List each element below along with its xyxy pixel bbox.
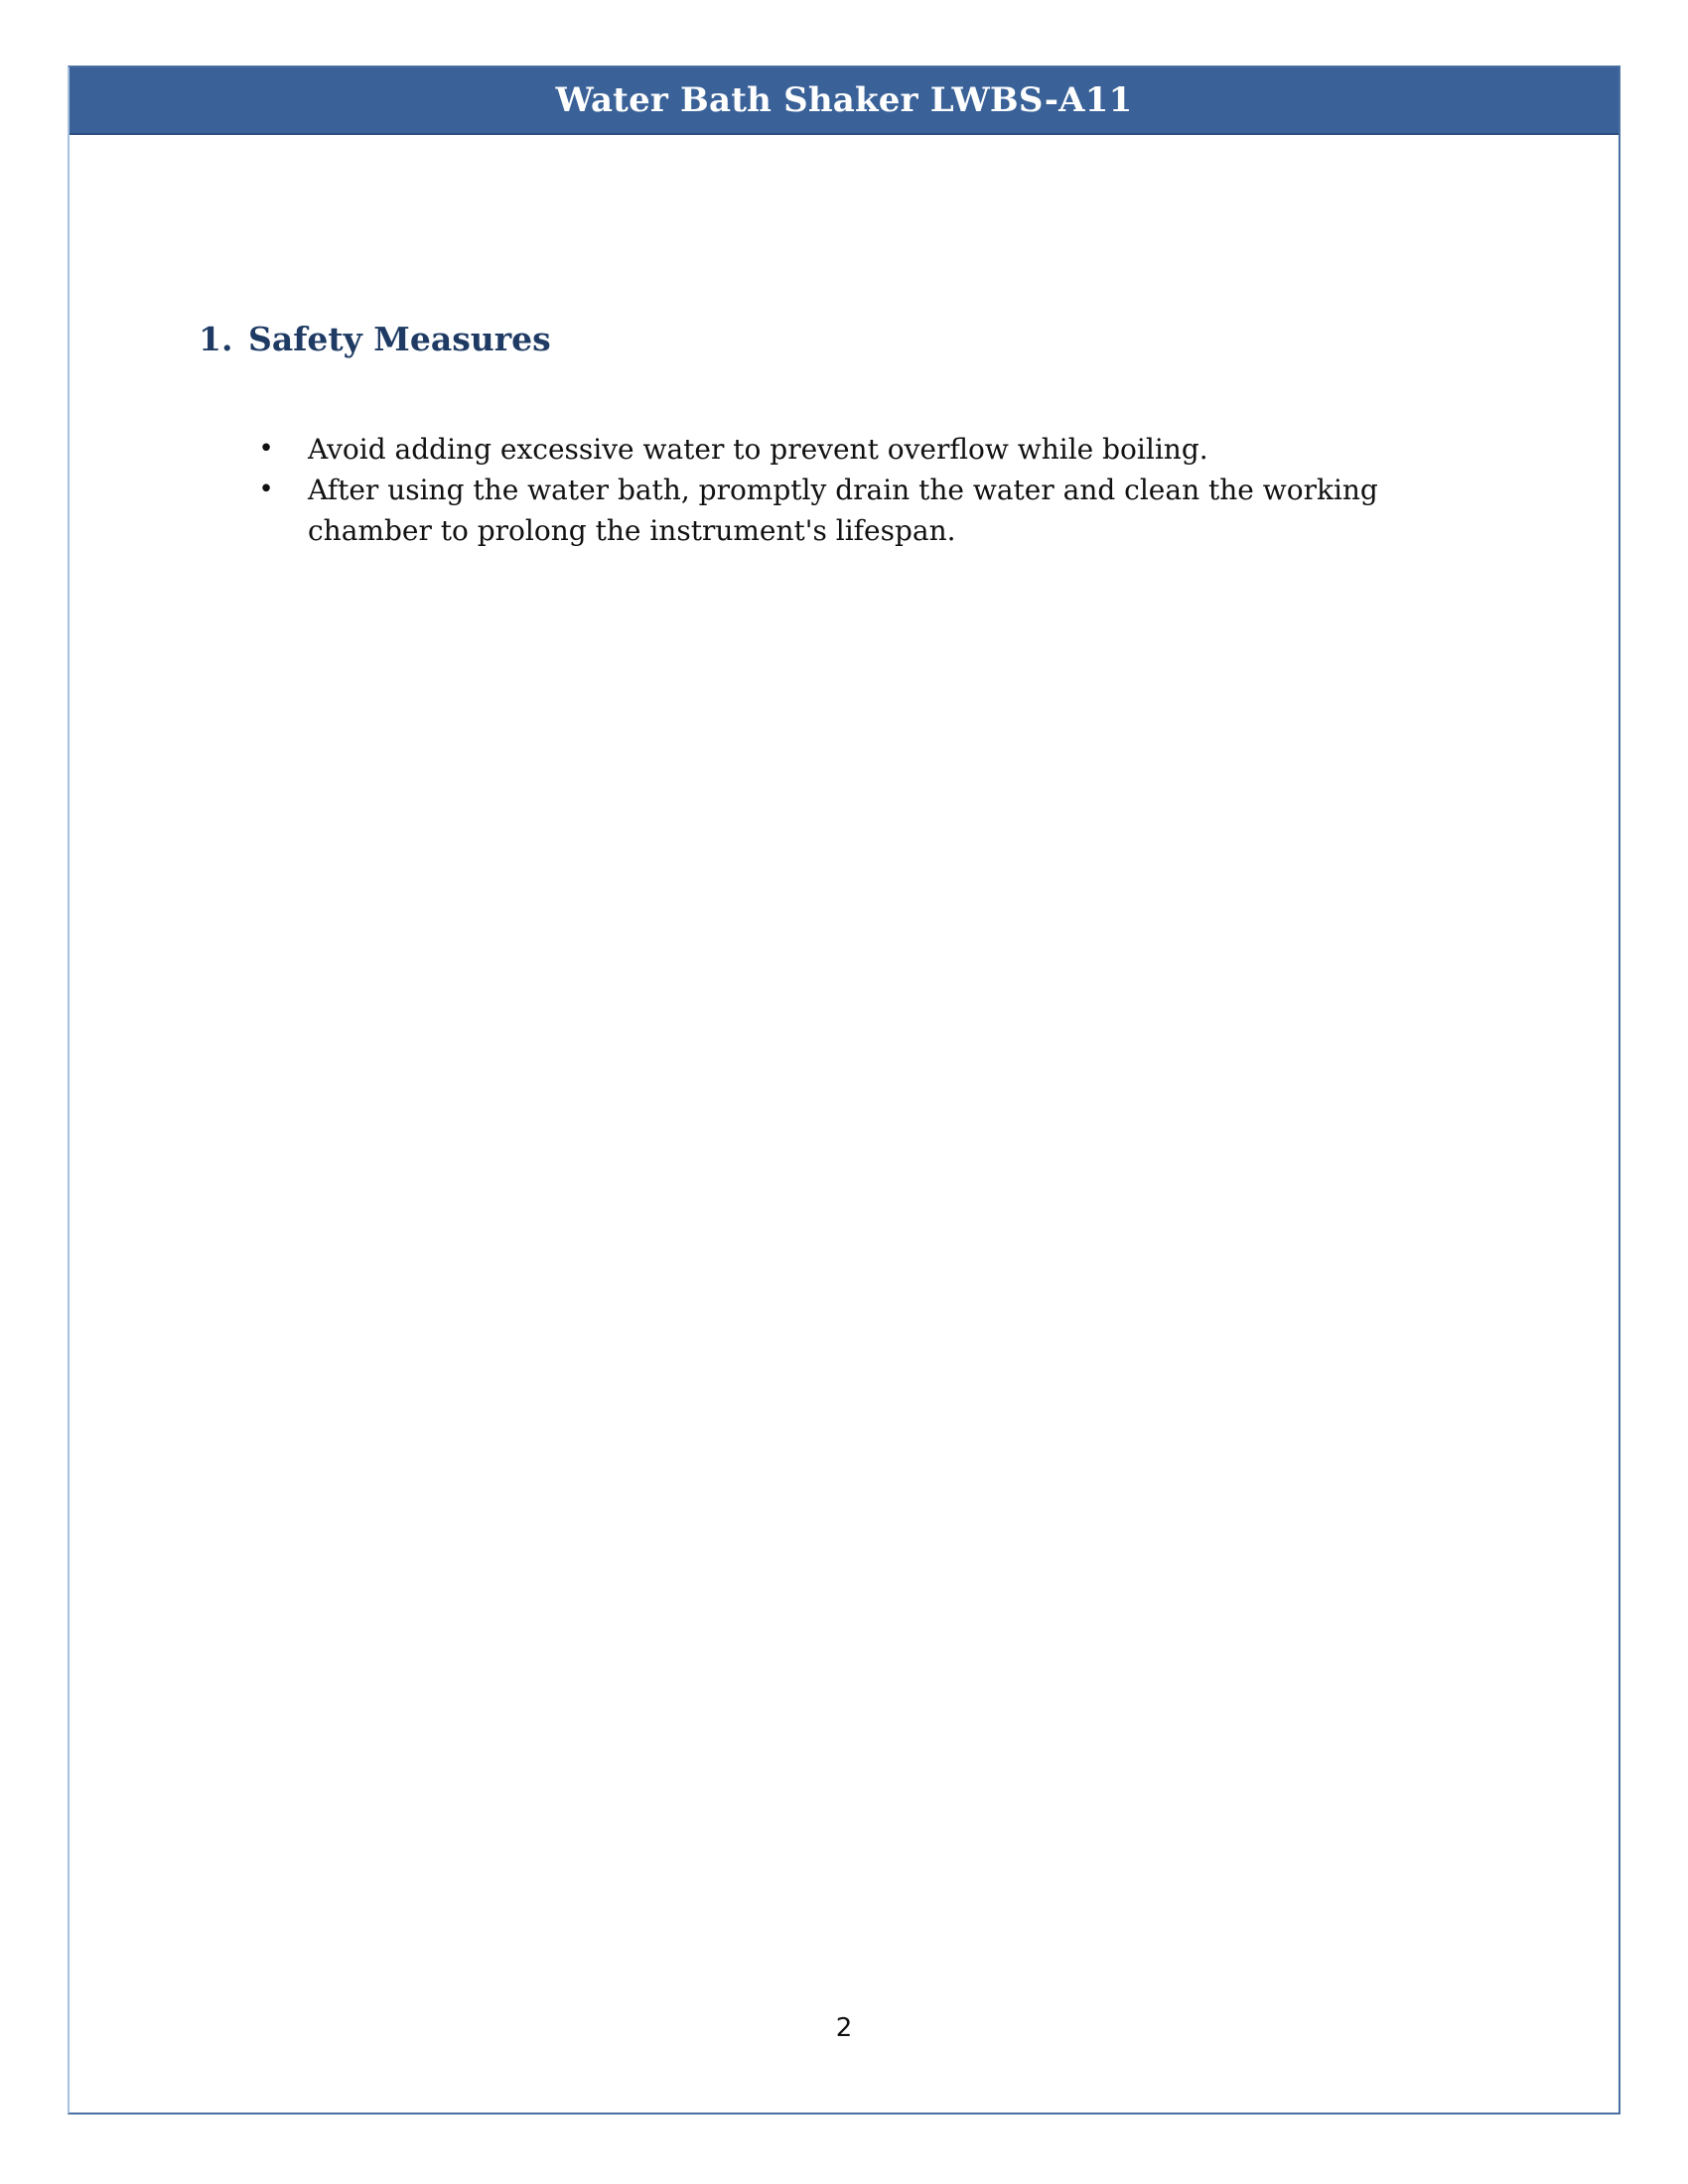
page-frame: [68, 66, 1620, 2115]
list-item: [256, 470, 1507, 551]
section-heading: [199, 320, 551, 358]
bullet-icon: •: [258, 475, 274, 504]
safety-bullet-list: [256, 429, 1507, 551]
list-item: [256, 429, 1507, 470]
bullet-text: Avoid adding excessive water to prevent overflow while boiling.: [308, 433, 1208, 466]
page-number: 2: [835, 2013, 853, 2043]
bullet-icon: •: [258, 434, 274, 464]
section-number: 1.: [199, 320, 233, 358]
header-bar: [70, 68, 1618, 135]
document-title: Water Bath Shaker LWBS-A11: [555, 80, 1133, 120]
section-title: Safety Measures: [248, 320, 551, 358]
bullet-text: After using the water bath, promptly drain the water and clean the working chamber to prolong the instrument's lifespan.: [308, 474, 1378, 547]
